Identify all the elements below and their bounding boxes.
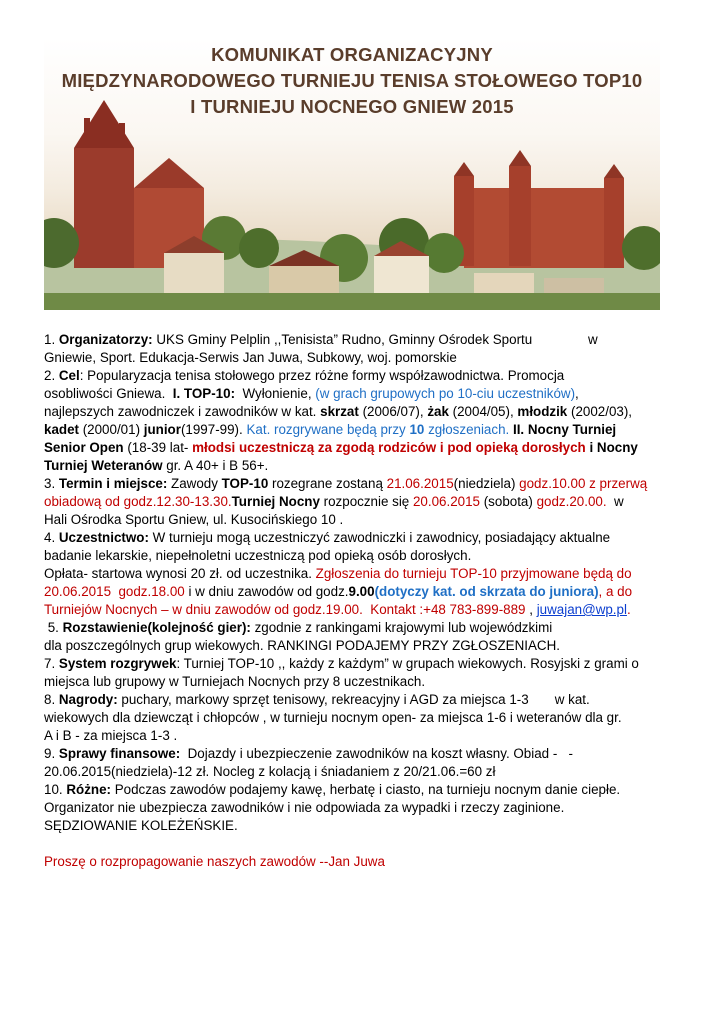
category-kadet: kadet bbox=[44, 422, 79, 437]
senior-open-label: Senior Open bbox=[44, 440, 124, 455]
section-text: . bbox=[626, 602, 631, 617]
section-text: (18-39 lat- bbox=[123, 440, 193, 455]
section-text: A i B - za miejsca 1-3 . bbox=[44, 728, 178, 743]
section-number: 7. bbox=[44, 656, 59, 671]
section-text: Zawody bbox=[167, 476, 222, 491]
section-prizes-line2 bbox=[44, 709, 684, 727]
category-mlodzik: młodzik bbox=[517, 404, 568, 419]
section-text: wiekowych dla dziewcząt i chłopców , w turnieju nocnym open- za miejsca 1-6 i weteranów dla gr. bbox=[44, 710, 622, 725]
section-text: (2006/07), bbox=[358, 404, 428, 419]
banner-title-line-3: I TURNIEJU NOCNEGO GNIEW 2015 bbox=[190, 96, 514, 117]
night-tournament-label: II. Nocny Turniej bbox=[512, 422, 617, 437]
section-number: 3. bbox=[44, 476, 59, 491]
section-text: , bbox=[525, 602, 537, 617]
banner-title-line-1: KOMUNIKAT ORGANIZACYJNY bbox=[211, 44, 493, 65]
category-scope: (dotyczy kat. od skrzata do juniora) bbox=[374, 584, 599, 599]
section-number: 4. bbox=[44, 530, 59, 545]
section-text: W turnieju mogą uczestniczyć zawodniczki i zawodnicy, posiadający aktualne bbox=[148, 530, 611, 545]
section-organizers bbox=[44, 331, 684, 349]
section-number: 10. bbox=[44, 782, 67, 797]
section-text: Gniewie, Sport. Edukacja-Serwis Jan Juwa, Subkowy, woj. pomorskie bbox=[44, 350, 457, 365]
registration-time: 9.00 bbox=[348, 584, 375, 599]
category-note: Kat. rozgrywane będą przy bbox=[246, 422, 410, 437]
top10-label: I. TOP-10: bbox=[172, 386, 236, 401]
section-organizers-cont bbox=[44, 349, 684, 367]
entry-fee: Opłata- startowa wynosi 20 zł. od uczestnika. bbox=[44, 566, 316, 581]
email-link[interactable]: juwajan@wp.pl bbox=[536, 602, 627, 617]
section-participation-line5 bbox=[44, 601, 684, 619]
section-goal-line3 bbox=[44, 403, 684, 421]
section-participation bbox=[44, 529, 684, 547]
category-count: 10 bbox=[409, 422, 425, 437]
section-label: Termin i miejsce: bbox=[58, 476, 168, 491]
section-text: i w dniu zawodów od godz. bbox=[184, 584, 349, 599]
section-seeding bbox=[44, 619, 684, 637]
section-participation-line3 bbox=[44, 565, 684, 583]
night-time: godz.20.00. bbox=[536, 494, 607, 509]
night-date: 20.06.2015 bbox=[412, 494, 480, 509]
registration-info: Zgłoszenia do turnieju TOP-10 przyjmowane będą do bbox=[315, 566, 632, 581]
section-text: badanie lekarskie, niepełnoletni uczestniczą pod opieką osób dorosłych. bbox=[44, 548, 472, 563]
category-zak: żak bbox=[427, 404, 449, 419]
section-text: zgodnie z rankingami krajowymi lub wojewódzkimi bbox=[250, 620, 553, 635]
section-text: (sobota) bbox=[480, 494, 537, 509]
night-tournament-label: i Nocny bbox=[589, 440, 638, 455]
section-text: : Turniej TOP-10 ,, każdy z każdym” w grupach wiekowych. Rosyjski z grami o bbox=[176, 656, 639, 671]
section-misc-line2 bbox=[44, 799, 684, 817]
section-text: Organizator nie ubezpiecza zawodników i nie odpowiada za wypadki i rzeczy zaginione. bbox=[44, 800, 565, 815]
section-text: (1997-99). bbox=[180, 422, 247, 437]
section-text: Wyłonienie, bbox=[235, 386, 316, 401]
banner-image bbox=[44, 38, 660, 310]
top10-time: godz.10.00 z przerwą bbox=[519, 476, 648, 491]
top10-label: TOP-10 bbox=[221, 476, 269, 491]
section-finance bbox=[44, 745, 684, 763]
section-prizes bbox=[44, 691, 684, 709]
section-misc bbox=[44, 781, 684, 799]
section-text: (niedziela) bbox=[453, 476, 520, 491]
registration-deadline: 20.06.2015 godz.18.00 bbox=[44, 584, 185, 599]
section-label: Sprawy finansowe: bbox=[58, 746, 181, 761]
section-number: 2. bbox=[44, 368, 59, 383]
category-junior: junior bbox=[143, 422, 181, 437]
section-text: najlepszych zawodniczek i zawodników w kat. bbox=[44, 404, 321, 419]
section-prizes-line3 bbox=[44, 727, 684, 745]
banner-title-line-2: MIĘDZYNARODOWEGO TURNIEJU TENISA STOŁOWEGO TOP10 bbox=[61, 70, 643, 91]
group-info: (w grach grupowych po 10-ciu uczestników) bbox=[315, 386, 576, 401]
section-number: 8. bbox=[44, 692, 59, 707]
parental-consent-note: młodsi uczestniczą za zgodą rodziców i pod opieką dorosłych bbox=[192, 440, 586, 455]
section-label: Rozstawienie(kolejność gier): bbox=[62, 620, 251, 635]
section-text: rozegrane zostaną bbox=[268, 476, 387, 491]
contact-info: Turniejów Nocnych – w dniu zawodów od godz.19.00. Kontakt :+48 783-899-889 bbox=[44, 602, 526, 617]
section-number: 1. bbox=[44, 332, 59, 347]
section-text: SĘDZIOWANIE KOLEŻEŃSKIE. bbox=[44, 818, 238, 833]
venue-address: Hali Ośrodka Sportu Gniew, ul. Kusocińskiego 10 . bbox=[44, 512, 344, 527]
section-goal-line6 bbox=[44, 457, 684, 475]
section-goal-line5 bbox=[44, 439, 684, 457]
lunch-break: obiadową od godz.12.30-13.30. bbox=[44, 494, 232, 509]
section-number: 5. bbox=[44, 620, 63, 635]
section-seeding-line2 bbox=[44, 637, 684, 655]
section-label: Różne: bbox=[66, 782, 111, 797]
section-label: System rozgrywek bbox=[58, 656, 177, 671]
section-text: , bbox=[575, 386, 579, 401]
section-text: 20.06.2015(niedziela)-12 zł. Nocleg z kolacją i śniadaniem z 20/21.06.=60 zł bbox=[44, 764, 496, 779]
section-goal bbox=[44, 367, 684, 385]
section-participation-line4 bbox=[44, 583, 684, 601]
section-text: , a do bbox=[598, 584, 633, 599]
section-label: Uczestnictwo: bbox=[58, 530, 149, 545]
section-goal-line4 bbox=[44, 421, 684, 439]
section-date-place bbox=[44, 475, 684, 493]
top10-date: 21.06.2015 bbox=[386, 476, 454, 491]
announcement-body bbox=[44, 331, 684, 871]
section-label: Cel bbox=[58, 368, 80, 383]
veteran-tournament-label: Turniej Weteranów bbox=[44, 458, 163, 473]
section-text: (2004/05), bbox=[448, 404, 518, 419]
section-text: (2002/03), bbox=[567, 404, 633, 419]
section-text: rozpocznie się bbox=[319, 494, 413, 509]
section-label: Nagrody: bbox=[58, 692, 118, 707]
night-tournament-label: Turniej Nocny bbox=[231, 494, 320, 509]
category-note: zgłoszeniach. bbox=[424, 422, 510, 437]
section-text: puchary, markowy sprzęt tenisowy, rekreacyjny i AGD za miejsca 1-3 w kat. bbox=[117, 692, 590, 707]
section-date-place-line3 bbox=[44, 511, 684, 529]
section-date-place-line2 bbox=[44, 493, 684, 511]
section-system-line2 bbox=[44, 673, 684, 691]
section-text: Dojazdy i ubezpieczenie zawodników na koszt własny. Obiad - - bbox=[180, 746, 573, 761]
category-skrzat: skrzat bbox=[320, 404, 359, 419]
section-text: Podczas zawodów podajemy kawę, herbatę i ciasto, na turnieju nocnym danie ciepłe. bbox=[110, 782, 621, 797]
section-text: : Popularyzacja tenisa stołowego przez różne formy współzawodnictwa. Promocja bbox=[79, 368, 565, 383]
section-text: UKS Gminy Pelplin ,,Tenisista” Rudno, Gminny Ośrodek Sportu w bbox=[152, 332, 598, 347]
section-goal-line2 bbox=[44, 385, 684, 403]
section-label: Organizatorzy: bbox=[58, 332, 153, 347]
section-participation-line2 bbox=[44, 547, 684, 565]
section-system bbox=[44, 655, 684, 673]
section-text: w bbox=[606, 494, 624, 509]
section-text: miejsca lub grupowy w Turniejach Nocnych przy 8 uczestnikach. bbox=[44, 674, 426, 689]
section-text: osobliwości Gniewa. bbox=[44, 386, 173, 401]
section-misc-line3 bbox=[44, 817, 684, 835]
section-number: 9. bbox=[44, 746, 59, 761]
section-finance-line2 bbox=[44, 763, 684, 781]
section-text: gr. A 40+ i B 56+. bbox=[162, 458, 269, 473]
section-text: dla poszczególnych grup wiekowych. RANKINGI PODAJEMY PRZY ZGŁOSZENIACH. bbox=[44, 638, 560, 653]
closing-note: Proszę o rozpropagowanie naszych zawodów --Jan Juwa bbox=[44, 854, 385, 869]
section-text: (2000/01) bbox=[78, 422, 144, 437]
